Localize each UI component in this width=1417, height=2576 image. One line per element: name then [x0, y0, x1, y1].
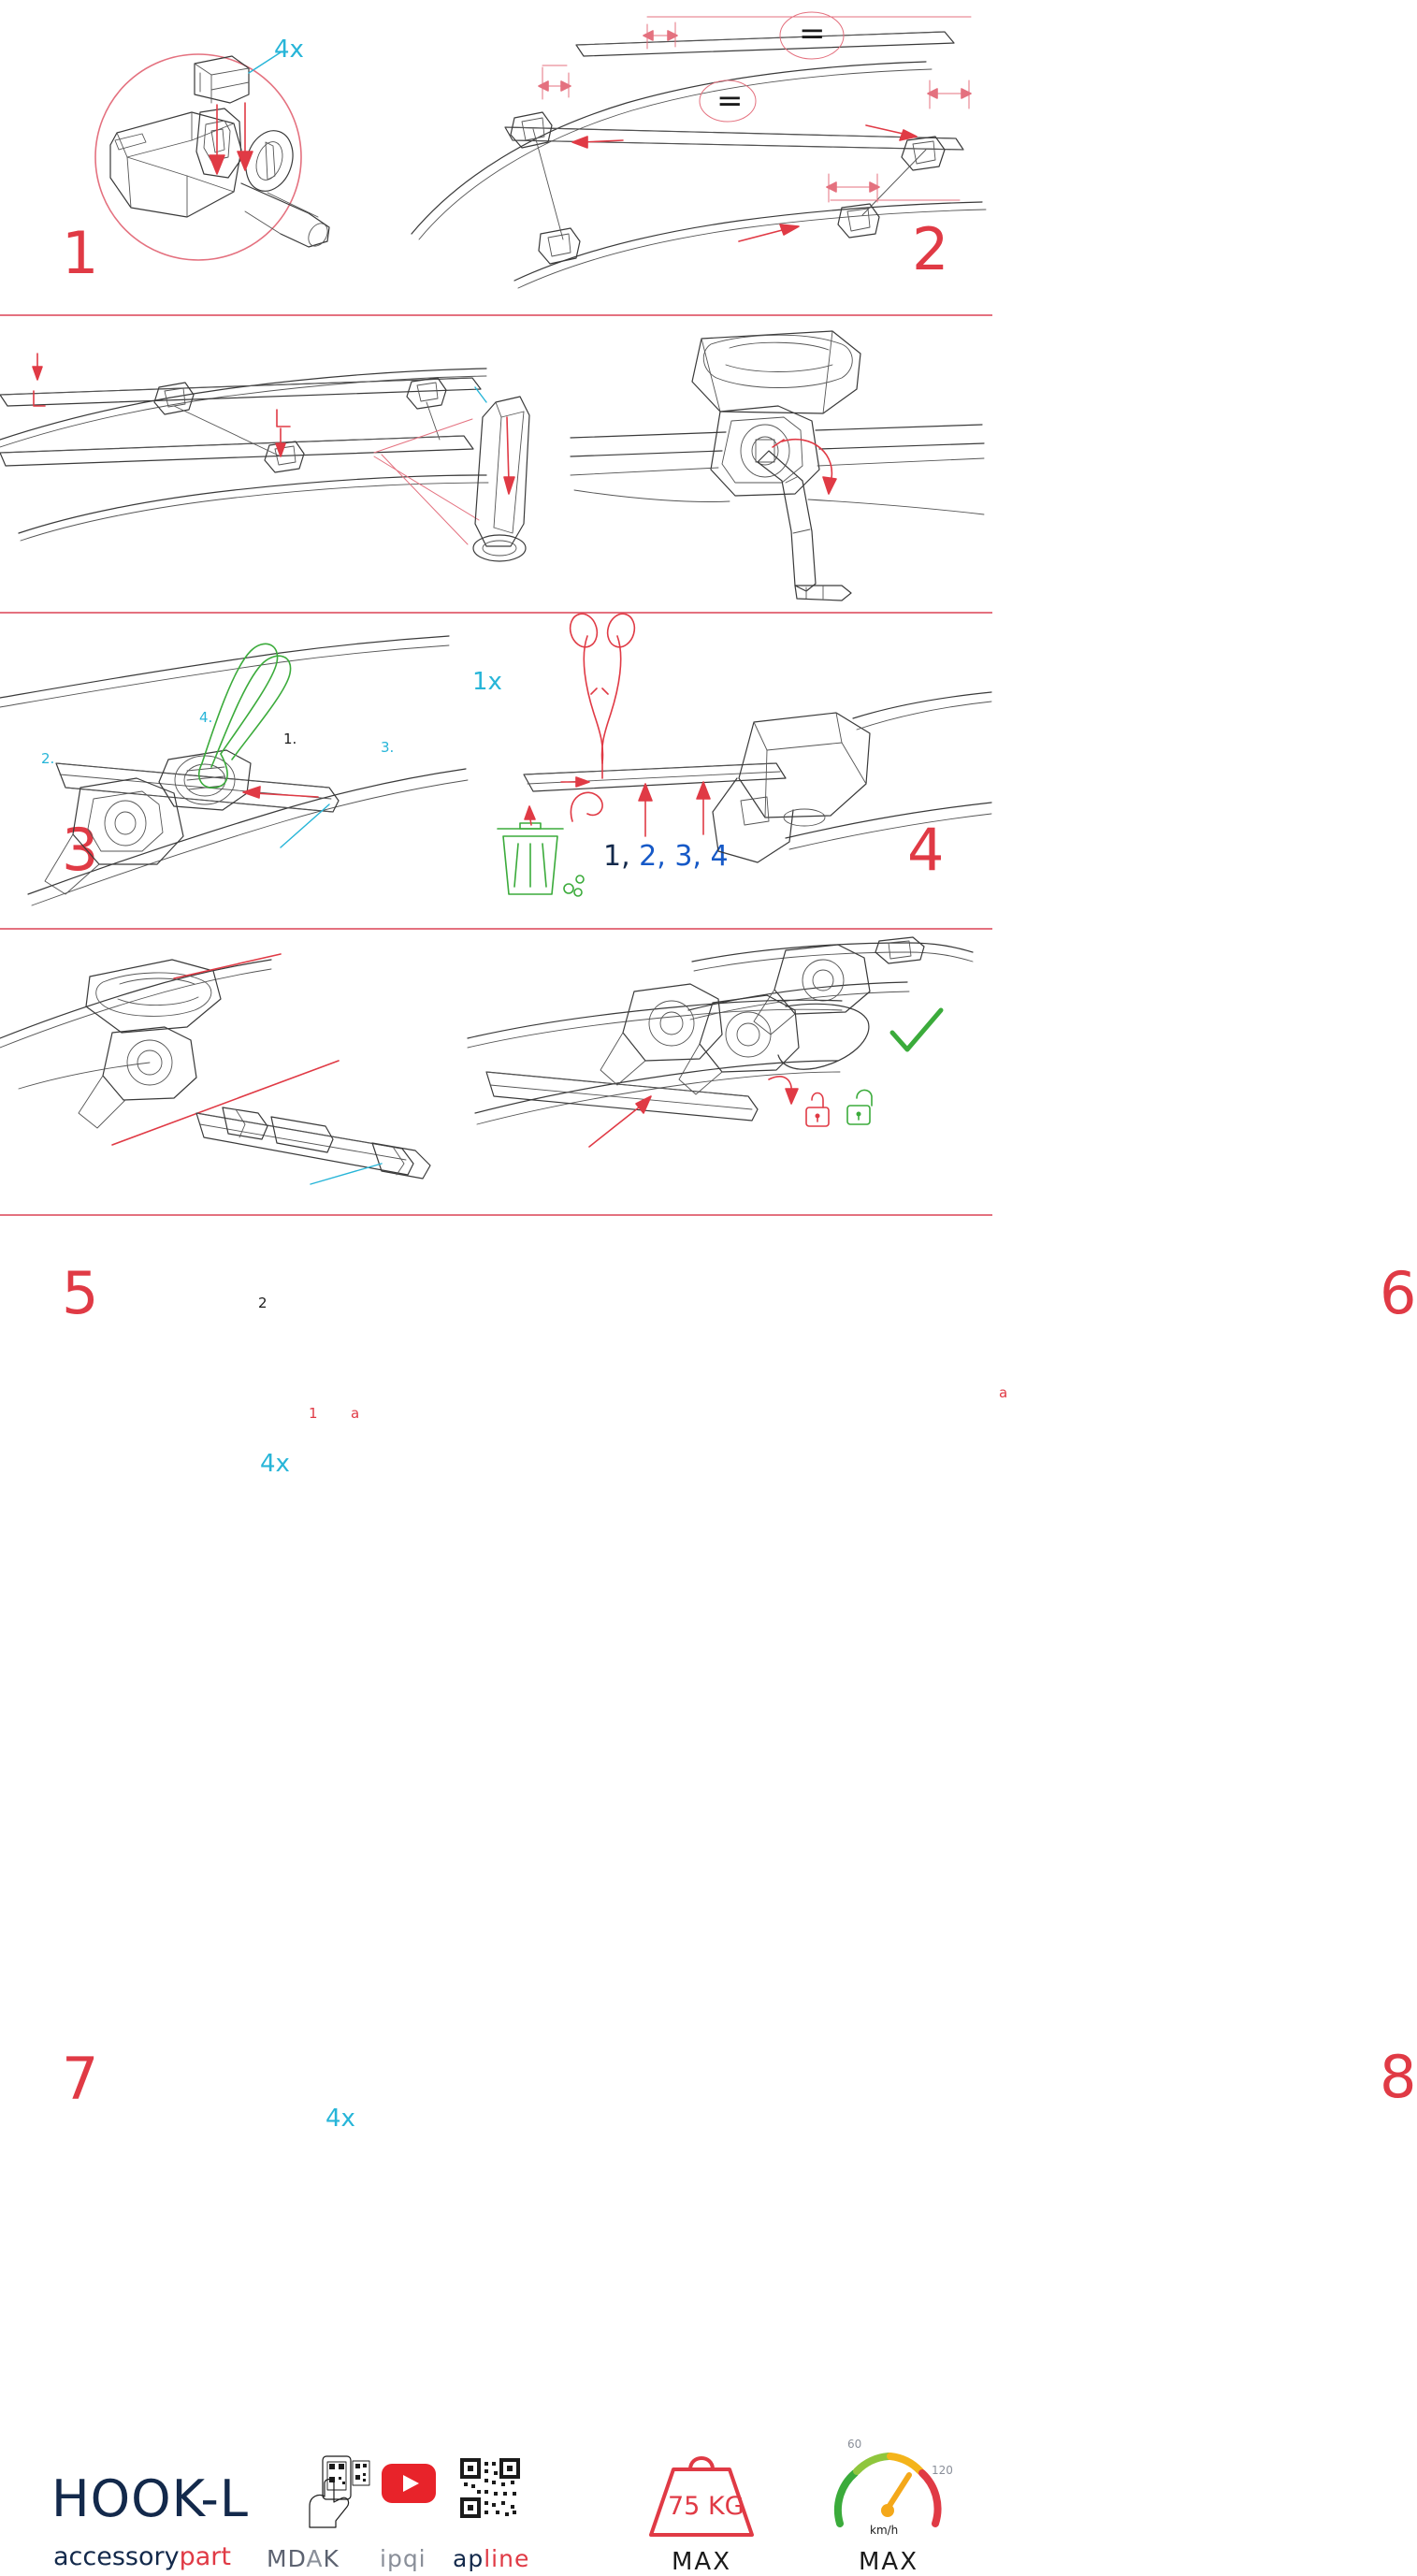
brand-tagline-suffix: part — [179, 2542, 231, 2571]
partner-apline — [453, 2545, 529, 2572]
partner-apline-accent: line — [484, 2545, 530, 2572]
brand-tagline — [53, 2542, 231, 2571]
step-3-illustration — [0, 316, 561, 612]
step-panel-7 — [0, 930, 468, 2133]
step-7-illustration — [0, 930, 468, 1214]
step-2-illustration — [402, 0, 992, 314]
brand-tagline-prefix: accessory — [53, 2542, 180, 2571]
partner-ipqi — [380, 2545, 427, 2572]
step-panel-3 — [0, 316, 561, 884]
step-3-callout-3: 3. — [381, 739, 395, 756]
step-5-number: 5 — [62, 1259, 100, 1327]
product-title: HOOK-L — [51, 2469, 249, 2528]
partner-mdak-suffix: K — [323, 2545, 340, 2572]
youtube-icon[interactable] — [382, 2464, 436, 2503]
partner-mdak — [267, 2545, 340, 2572]
speedometer-unit: km/h — [870, 2524, 899, 2537]
qr-scan-hand-icon[interactable] — [304, 2455, 371, 2528]
step-panel-8 — [468, 930, 1417, 2111]
step-1-quantity: 4x — [274, 36, 304, 64]
step-6-callout-a: a — [999, 1384, 1008, 1401]
step-6-number: 6 — [1380, 1259, 1417, 1327]
partner-apline-prefix: ap — [453, 2545, 484, 2572]
partner-mdak-prefix: MD — [267, 2545, 307, 2572]
qr-code-icon[interactable] — [460, 2458, 520, 2518]
step-5-quantity: 4x — [260, 1450, 290, 1478]
step-7-number: 7 — [62, 2045, 100, 2113]
step-2-number: 2 — [912, 215, 950, 283]
step-1-illustration — [0, 0, 402, 314]
step-panel-1 — [0, 0, 402, 314]
partner-ipqi-label: ipqi — [380, 2545, 427, 2572]
step-3-number: 3 — [62, 816, 100, 884]
step-8-number: 8 — [1380, 2043, 1417, 2111]
step-3-quantity: 1x — [472, 668, 502, 696]
speedometer-tick-120: 120 — [932, 2464, 953, 2477]
step-2-equal-mark-1: = — [799, 15, 826, 52]
step-3-callout-1: 1. — [283, 731, 297, 747]
step-4-illustration — [561, 316, 992, 612]
weight-max-label: MAX — [672, 2548, 732, 2576]
step-8-illustration — [468, 930, 992, 1214]
step-5-callout-1: 1 — [309, 1405, 318, 1422]
weight-value: 75 KG — [668, 2492, 745, 2521]
step-5-illustration — [0, 614, 468, 928]
step-5-callout-a: a — [351, 1405, 360, 1422]
step-3-callout-2: 2. — [41, 750, 55, 767]
step-panel-4 — [561, 316, 992, 884]
step-4-seq-1: 1, — [603, 840, 630, 873]
step-2-equal-mark-2: = — [716, 82, 744, 120]
step-4-seq-4: 4 — [710, 840, 729, 873]
speed-max-label: MAX — [859, 2548, 919, 2576]
step-4-number: 4 — [907, 816, 946, 884]
step-panel-2 — [402, 0, 992, 314]
step-3-callout-4: 4. — [199, 709, 213, 726]
partner-mdak-accent: A — [306, 2545, 324, 2572]
step-panel-6 — [468, 614, 1417, 1401]
step-7-quantity: 4x — [325, 2105, 355, 2133]
step-4-seq-2: 2, — [639, 840, 666, 873]
step-1-number: 1 — [62, 219, 100, 287]
step-5-callout-2: 2 — [258, 1295, 267, 1311]
step-panel-5 — [0, 614, 468, 1478]
step-6-illustration — [468, 614, 992, 928]
speedometer-icon — [831, 2443, 943, 2537]
speedometer-tick-60: 60 — [847, 2438, 862, 2451]
step-4-seq-3: 3, — [674, 840, 701, 873]
